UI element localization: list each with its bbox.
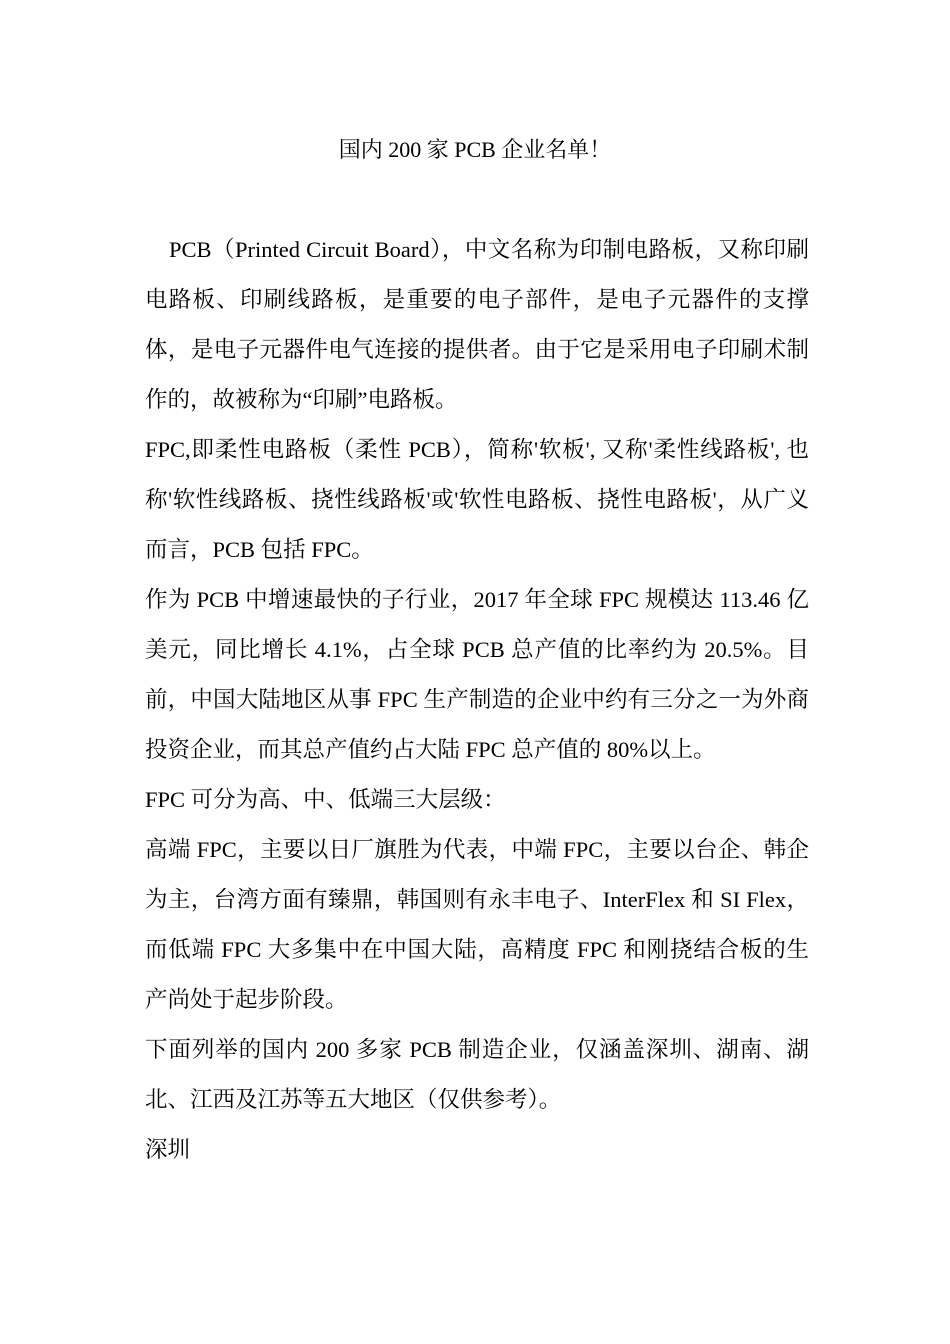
paragraph-fpc-tiers: 高端 FPC，主要以日厂旗胜为代表，中端 FPC，主要以台企、韩企为主，台湾方面有臻鼎，韩国则有永丰电子、InterFlex 和 SI Flex，而低端 FPC 大多集中在中国大陆，高精度 FPC 和刚挠结合板的生产尚处于起步阶段。	[145, 837, 809, 1012]
paragraph-company-list-intro: 下面列举的国内 200 多家 PCB 制造企业，仅涵盖深圳、湖南、湖北、江西及江苏等五大地区（仅供参考）。	[145, 1037, 809, 1112]
paragraph-fpc-definition: FPC,即柔性电路板（柔性 PCB），简称'软板', 又称'柔性线路板', 也称'软性线路板、挠性线路板'或'软性电路板、挠性电路板'，从广义而言，PCB 包括 FPC。	[145, 437, 809, 562]
paragraph-fpc-levels: FPC 可分为高、中、低端三大层级：	[145, 787, 506, 812]
paragraph-pcb-definition: PCB（Printed Circuit Board），中文名称为印制电路板，又称印刷电路板、印刷线路板，是重要的电子部件，是电子元器件的支撑体，是电子元器件电气连接的提供者。由于它是采用电子印刷术制作的，故被称为“印刷”电路板。	[145, 237, 809, 412]
document-body	[145, 225, 809, 1175]
document-title: 国内 200 家 PCB 企业名单！	[338, 137, 612, 162]
section-heading-shenzhen: 深圳	[145, 1137, 191, 1162]
paragraph-fpc-market: 作为 PCB 中增速最快的子行业，2017 年全球 FPC 规模达 113.46 亿美元，同比增长 4.1%，占全球 PCB 总产值的比率约为 20.5%。目前，中国大陆地区从事 FPC 生产制造的企业中约有三分之一为外商投资企业，而其总产值约占大陆 FPC 总产值的 80%以上。	[145, 587, 809, 762]
